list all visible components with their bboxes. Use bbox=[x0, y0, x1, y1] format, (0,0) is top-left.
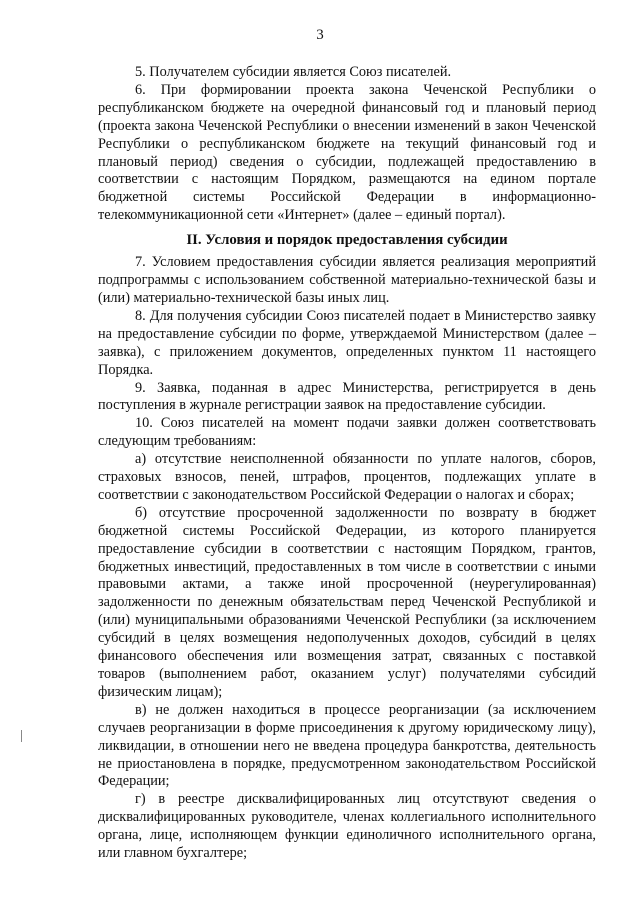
paragraph-9: 9. Заявка, поданная в адрес Министерства, регистрируется в день поступления в журнале регистрации заявок на предоставление субсидии. bbox=[98, 379, 596, 414]
margin-mark bbox=[21, 730, 22, 742]
paragraph-5: 5. Получателем субсидии является Союз писателей. bbox=[135, 64, 452, 80]
section-title: II. Условия и порядок предоставления субсидии bbox=[186, 232, 508, 249]
paragraph-10: 10. Союз писателей на момент подачи заявки должен соответствовать следующим требованиям: bbox=[98, 415, 596, 450]
paragraph-8: 8. Для получения субсидии Союз писателей подает в Министерство заявку на предоставление субсидии по форме, утверждаемой Министерством (далее – заявка), с приложением документов, определенных пунктом 11 настоящего Порядка. bbox=[98, 307, 596, 378]
paragraph-7: 7. Условием предоставления субсидии является реализация мероприятий подпрограммы с использованием собственной материально-технической базы и (или) материально-технической базы иных лиц. bbox=[98, 254, 596, 306]
subparagraph-g: г) в реестре дисквалифицированных лиц отсутствуют сведения о дисквалифицированных руководителе, членах коллегиального исполнительного органа, лице, исполняющем функции единоличного исполнительного органа, или главном бухгалтере; bbox=[98, 791, 596, 862]
subparagraph-a: а) отсутствие неисполненной обязанности по уплате налогов, сборов, страховых взносов, пеней, штрафов, процентов, подлежащих уплате в соответствии с законодательством Российской Федерации о налогах и сборах; bbox=[98, 451, 596, 503]
subparagraph-v: в) не должен находиться в процессе реорганизации (за исключением случаев реорганизации в форме присоединения к другому юридическому лицу), ликвидации, в отношении него не введена процедура банкротства, деятельность не приостановлена в порядке, предусмотренном законодательством Российской Федерации; bbox=[98, 701, 596, 790]
page-number: 3 bbox=[316, 27, 324, 43]
document-body bbox=[98, 64, 596, 863]
subparagraph-b: б) отсутствие просроченной задолженности по возврату в бюджет бюджетной системы Российской Федерации, из которого планируется предоставление субсидии в соответствии с настоящим Порядком, грантов, бюджетных инвестиций, предоставленных в том числе в соответствии с иными правовыми актами, а также иной просроченной (неурегулированная) задолженности по денежным обязательствам перед Чеченской Республикой и (или) муниципальными образованиями Чеченской Республики (за исключением субсидий в целях возмещения недополученных доходов, субсидий в целях финансового обеспечения или возмещения затрат, связанных с поставкой товаров (выполнением работ, оказанием услуг) получателями субсидий физическим лицам); bbox=[98, 504, 596, 700]
paragraph-6: 6. При формировании проекта закона Чеченской Республики о республиканском бюджете на очередной финансовый год и плановый период (проекта закона Чеченской Республики о внесении изменений в закон Чеченской Республики о республиканском бюджете на текущий финансовый год и плановый период) сведения о субсидии, подлежащей предоставлению в соответствии с настоящим Порядком, размещаются на едином портале бюджетной системы Российской Федерации в информационно-телекоммуникационной сети «Интернет» (далее – единый портал). bbox=[98, 81, 596, 224]
